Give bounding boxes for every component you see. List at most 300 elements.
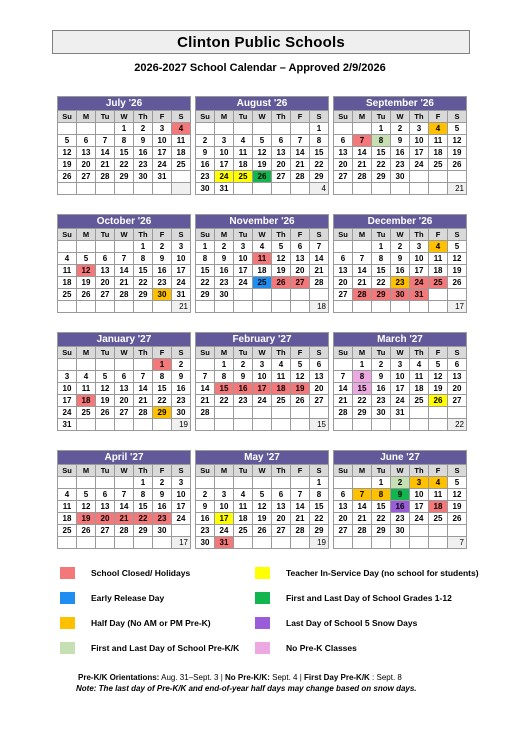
- empty-cell: [196, 359, 215, 371]
- day-cell: 19: [291, 383, 310, 395]
- day-cell: 19: [448, 147, 467, 159]
- empty-cell: [334, 183, 353, 195]
- day-cell: 24: [410, 277, 429, 289]
- empty-cell: [334, 477, 353, 489]
- weekday-header: S: [310, 111, 329, 123]
- day-cell: 25: [253, 277, 272, 289]
- day-cell: 13: [310, 371, 329, 383]
- day-cell: 17: [215, 513, 234, 525]
- empty-cell: [77, 419, 96, 431]
- day-cell: 8: [372, 253, 391, 265]
- weekday-header: M: [353, 229, 372, 241]
- empty-cell: [134, 359, 153, 371]
- month-days-grid: [334, 229, 467, 313]
- day-cell: 26: [448, 159, 467, 171]
- day-cell: 10: [410, 135, 429, 147]
- weekday-header: Th: [272, 111, 291, 123]
- empty-cell: [272, 537, 291, 549]
- day-cell: 15: [153, 383, 172, 395]
- day-cell: 12: [272, 253, 291, 265]
- day-cell: 1: [196, 241, 215, 253]
- weekday-header: Th: [272, 347, 291, 359]
- empty-cell: [215, 407, 234, 419]
- day-cell: 14: [291, 147, 310, 159]
- weekday-header: Su: [334, 229, 353, 241]
- school-days-total: 19: [310, 537, 329, 549]
- day-cell: 19: [253, 159, 272, 171]
- day-cell: 31: [172, 289, 191, 301]
- day-cell: 18: [77, 395, 96, 407]
- day-cell: 29: [372, 171, 391, 183]
- day-cell: 24: [215, 525, 234, 537]
- empty-cell: [334, 241, 353, 253]
- empty-cell: [253, 183, 272, 195]
- day-cell: 20: [272, 513, 291, 525]
- legend-label: First and Last Day of School Pre-K/K: [91, 643, 240, 653]
- legend-swatch: [255, 567, 270, 579]
- day-cell: 30: [372, 407, 391, 419]
- day-cell: 22: [372, 513, 391, 525]
- day-cell: 20: [291, 265, 310, 277]
- day-cell: 9: [215, 253, 234, 265]
- day-cell: 26: [253, 525, 272, 537]
- weekday-header: F: [291, 347, 310, 359]
- month-calendar: [333, 96, 467, 195]
- day-cell: 4: [172, 123, 191, 135]
- day-cell: 17: [58, 395, 77, 407]
- day-cell: 10: [215, 147, 234, 159]
- weekday-header: M: [77, 465, 96, 477]
- day-cell: 17: [253, 383, 272, 395]
- day-cell: 7: [115, 489, 134, 501]
- day-cell: 17: [391, 383, 410, 395]
- day-cell: 6: [77, 135, 96, 147]
- weekday-header: Th: [134, 465, 153, 477]
- day-cell: 30: [172, 407, 191, 419]
- day-cell: 18: [429, 501, 448, 513]
- empty-cell: [429, 537, 448, 549]
- empty-cell: [272, 301, 291, 313]
- month-days-grid: [58, 465, 191, 549]
- day-cell: 3: [410, 123, 429, 135]
- day-cell: 30: [196, 183, 215, 195]
- day-cell: 26: [58, 171, 77, 183]
- empty-cell: [291, 289, 310, 301]
- day-cell: 15: [372, 501, 391, 513]
- day-cell: 6: [96, 489, 115, 501]
- weekday-header: S: [448, 229, 467, 241]
- empty-cell: [253, 419, 272, 431]
- empty-cell: [310, 289, 329, 301]
- day-cell: 30: [134, 171, 153, 183]
- day-cell: 3: [172, 241, 191, 253]
- empty-cell: [215, 301, 234, 313]
- day-cell: 30: [196, 537, 215, 549]
- orientation-value: Aug. 31–Sept. 3 |: [159, 673, 226, 682]
- day-cell: 23: [153, 277, 172, 289]
- day-cell: 20: [96, 513, 115, 525]
- day-cell: 27: [310, 395, 329, 407]
- weekday-header: F: [153, 465, 172, 477]
- day-cell: 25: [234, 171, 253, 183]
- empty-cell: [96, 183, 115, 195]
- empty-cell: [334, 359, 353, 371]
- empty-cell: [410, 525, 429, 537]
- day-cell: 29: [134, 525, 153, 537]
- day-cell: 4: [58, 253, 77, 265]
- day-cell: 13: [334, 265, 353, 277]
- day-cell: 24: [253, 395, 272, 407]
- day-cell: 23: [196, 525, 215, 537]
- weekday-header: W: [391, 111, 410, 123]
- legend-swatch: [60, 617, 75, 629]
- day-cell: 15: [372, 265, 391, 277]
- month-calendar: [195, 214, 329, 313]
- day-cell: 8: [353, 371, 372, 383]
- day-cell: 10: [391, 371, 410, 383]
- month-name: January '27: [58, 333, 191, 347]
- day-cell: 16: [172, 383, 191, 395]
- day-cell: 27: [448, 395, 467, 407]
- day-cell: 11: [234, 147, 253, 159]
- empty-cell: [334, 301, 353, 313]
- empty-cell: [215, 477, 234, 489]
- school-days-total: 15: [310, 419, 329, 431]
- day-cell: 6: [310, 359, 329, 371]
- day-cell: 24: [391, 395, 410, 407]
- day-cell: 10: [410, 489, 429, 501]
- empty-cell: [291, 407, 310, 419]
- day-cell: 7: [334, 371, 353, 383]
- weekday-header: M: [353, 347, 372, 359]
- empty-cell: [234, 419, 253, 431]
- day-cell: 12: [291, 371, 310, 383]
- day-cell: 28: [353, 525, 372, 537]
- empty-cell: [272, 289, 291, 301]
- day-cell: 2: [234, 359, 253, 371]
- month-name: July '26: [58, 97, 191, 111]
- empty-cell: [291, 537, 310, 549]
- weekday-header: Tu: [372, 465, 391, 477]
- day-cell: 26: [429, 395, 448, 407]
- weekday-header: S: [172, 229, 191, 241]
- day-cell: 11: [272, 371, 291, 383]
- empty-cell: [448, 407, 467, 419]
- weekday-header: F: [291, 229, 310, 241]
- day-cell: 13: [272, 501, 291, 513]
- day-cell: 22: [215, 395, 234, 407]
- day-cell: 30: [153, 289, 172, 301]
- day-cell: 14: [353, 265, 372, 277]
- day-cell: 23: [372, 395, 391, 407]
- weekday-header: Tu: [234, 465, 253, 477]
- weekday-header: M: [353, 465, 372, 477]
- empty-cell: [410, 301, 429, 313]
- day-cell: 27: [115, 407, 134, 419]
- weekday-header: Tu: [96, 229, 115, 241]
- empty-cell: [77, 477, 96, 489]
- weekday-header: W: [253, 111, 272, 123]
- day-cell: 24: [172, 513, 191, 525]
- weekday-header: F: [153, 347, 172, 359]
- empty-cell: [410, 407, 429, 419]
- day-cell: 12: [253, 147, 272, 159]
- empty-cell: [153, 419, 172, 431]
- month-calendar: [333, 214, 467, 313]
- legend-swatch: [255, 617, 270, 629]
- day-cell: 27: [334, 525, 353, 537]
- empty-cell: [291, 183, 310, 195]
- day-cell: 21: [134, 395, 153, 407]
- day-cell: 28: [291, 171, 310, 183]
- weekday-header: F: [291, 465, 310, 477]
- empty-cell: [448, 525, 467, 537]
- day-cell: 13: [448, 371, 467, 383]
- empty-cell: [410, 419, 429, 431]
- school-days-total: 19: [172, 419, 191, 431]
- day-cell: 3: [234, 241, 253, 253]
- day-cell: 15: [115, 147, 134, 159]
- empty-cell: [391, 183, 410, 195]
- day-cell: 18: [410, 383, 429, 395]
- month-name: June '27: [334, 451, 467, 465]
- empty-cell: [291, 477, 310, 489]
- day-cell: 14: [291, 501, 310, 513]
- day-cell: 27: [77, 171, 96, 183]
- month-calendar: [57, 332, 191, 431]
- day-cell: 4: [253, 241, 272, 253]
- day-cell: 24: [215, 171, 234, 183]
- weekday-header: S: [310, 229, 329, 241]
- day-cell: 3: [58, 371, 77, 383]
- day-cell: 14: [115, 265, 134, 277]
- day-cell: 15: [310, 501, 329, 513]
- empty-cell: [448, 289, 467, 301]
- day-cell: 8: [215, 371, 234, 383]
- day-cell: 27: [272, 171, 291, 183]
- legend-item: [60, 642, 239, 654]
- day-cell: 20: [77, 159, 96, 171]
- day-cell: 29: [310, 525, 329, 537]
- day-cell: 14: [310, 253, 329, 265]
- school-days-total: [172, 183, 191, 195]
- empty-cell: [96, 419, 115, 431]
- day-cell: 8: [372, 489, 391, 501]
- legend-item: [60, 617, 211, 629]
- day-cell: 15: [134, 501, 153, 513]
- weekday-header: Th: [134, 347, 153, 359]
- empty-cell: [234, 477, 253, 489]
- day-cell: 28: [134, 407, 153, 419]
- day-cell: 21: [353, 277, 372, 289]
- day-cell: 14: [334, 383, 353, 395]
- day-cell: 21: [291, 159, 310, 171]
- weekday-header: S: [310, 347, 329, 359]
- day-cell: 23: [153, 513, 172, 525]
- month-days-grid: [196, 347, 329, 431]
- day-cell: 11: [429, 489, 448, 501]
- day-cell: 19: [253, 513, 272, 525]
- day-cell: 28: [353, 289, 372, 301]
- weekday-header: Su: [58, 111, 77, 123]
- empty-cell: [410, 183, 429, 195]
- day-cell: 23: [234, 395, 253, 407]
- empty-cell: [77, 183, 96, 195]
- weekday-header: Su: [196, 465, 215, 477]
- day-cell: 5: [448, 477, 467, 489]
- empty-cell: [58, 359, 77, 371]
- day-cell: 13: [291, 253, 310, 265]
- day-cell: 25: [429, 513, 448, 525]
- day-cell: 28: [310, 277, 329, 289]
- month-days-grid: [196, 111, 329, 195]
- day-cell: 16: [196, 513, 215, 525]
- empty-cell: [234, 123, 253, 135]
- day-cell: 12: [77, 265, 96, 277]
- day-cell: 11: [77, 383, 96, 395]
- day-cell: 23: [391, 277, 410, 289]
- first-day-value: : Sept. 8: [369, 673, 402, 682]
- day-cell: 5: [253, 135, 272, 147]
- empty-cell: [215, 123, 234, 135]
- weekday-header: S: [448, 347, 467, 359]
- weekday-header: S: [448, 465, 467, 477]
- empty-cell: [77, 537, 96, 549]
- weekday-header: Su: [58, 465, 77, 477]
- day-cell: 6: [272, 135, 291, 147]
- day-cell: 8: [310, 489, 329, 501]
- day-cell: 30: [391, 289, 410, 301]
- day-cell: 2: [196, 135, 215, 147]
- day-cell: 9: [391, 135, 410, 147]
- empty-cell: [96, 301, 115, 313]
- empty-cell: [234, 289, 253, 301]
- month-calendar: [57, 214, 191, 313]
- day-cell: 12: [58, 147, 77, 159]
- empty-cell: [253, 123, 272, 135]
- month-calendar: [195, 450, 329, 549]
- empty-cell: [410, 537, 429, 549]
- empty-cell: [272, 407, 291, 419]
- day-cell: 6: [334, 135, 353, 147]
- day-cell: 26: [291, 395, 310, 407]
- day-cell: 21: [353, 513, 372, 525]
- day-cell: 3: [172, 477, 191, 489]
- empty-cell: [291, 419, 310, 431]
- legend-label: Teacher In-Service Day (no school for students): [286, 568, 479, 578]
- day-cell: 31: [215, 537, 234, 549]
- day-cell: 19: [77, 277, 96, 289]
- day-cell: 28: [353, 171, 372, 183]
- weekday-header: M: [215, 347, 234, 359]
- day-cell: 7: [291, 489, 310, 501]
- day-cell: 25: [234, 525, 253, 537]
- prek-notes: [78, 673, 402, 682]
- day-cell: 22: [310, 159, 329, 171]
- legend-label: School Closed/ Holidays: [91, 568, 191, 578]
- empty-cell: [410, 171, 429, 183]
- day-cell: 9: [372, 371, 391, 383]
- empty-cell: [115, 477, 134, 489]
- empty-cell: [253, 289, 272, 301]
- weekday-header: F: [153, 229, 172, 241]
- day-cell: 25: [429, 277, 448, 289]
- empty-cell: [429, 171, 448, 183]
- day-cell: 23: [215, 277, 234, 289]
- day-cell: 30: [215, 289, 234, 301]
- weekday-header: W: [391, 229, 410, 241]
- weekday-header: W: [253, 465, 272, 477]
- day-cell: 27: [334, 171, 353, 183]
- empty-cell: [115, 241, 134, 253]
- day-cell: 25: [272, 395, 291, 407]
- legend-label: Early Release Day: [91, 593, 165, 603]
- legend-swatch: [255, 592, 270, 604]
- day-cell: 11: [429, 135, 448, 147]
- day-cell: 1: [372, 477, 391, 489]
- day-cell: 11: [58, 265, 77, 277]
- weekday-header: M: [353, 111, 372, 123]
- day-cell: 7: [353, 489, 372, 501]
- weekday-header: Th: [410, 347, 429, 359]
- weekday-header: Tu: [372, 111, 391, 123]
- empty-cell: [196, 123, 215, 135]
- legend-label: No Pre-K Classes: [286, 643, 357, 653]
- weekday-header: Su: [334, 465, 353, 477]
- day-cell: 27: [334, 289, 353, 301]
- day-cell: 16: [391, 147, 410, 159]
- day-cell: 2: [391, 123, 410, 135]
- day-cell: 21: [334, 395, 353, 407]
- weekday-header: F: [429, 229, 448, 241]
- day-cell: 18: [429, 265, 448, 277]
- day-cell: 25: [58, 525, 77, 537]
- empty-cell: [372, 537, 391, 549]
- empty-cell: [115, 359, 134, 371]
- empty-cell: [58, 537, 77, 549]
- day-cell: 14: [134, 383, 153, 395]
- school-days-total: 17: [448, 301, 467, 313]
- empty-cell: [334, 537, 353, 549]
- school-days-total: 4: [310, 183, 329, 195]
- day-cell: 20: [96, 277, 115, 289]
- day-cell: 3: [215, 489, 234, 501]
- empty-cell: [272, 477, 291, 489]
- empty-cell: [429, 301, 448, 313]
- empty-cell: [96, 537, 115, 549]
- empty-cell: [196, 301, 215, 313]
- empty-cell: [429, 289, 448, 301]
- day-cell: 6: [291, 241, 310, 253]
- day-cell: 9: [196, 147, 215, 159]
- empty-cell: [372, 419, 391, 431]
- day-cell: 22: [153, 395, 172, 407]
- weekday-header: W: [253, 347, 272, 359]
- weekday-header: F: [429, 347, 448, 359]
- day-cell: 13: [77, 147, 96, 159]
- month-calendar: [57, 450, 191, 549]
- day-cell: 13: [334, 501, 353, 513]
- day-cell: 27: [291, 277, 310, 289]
- day-cell: 29: [310, 171, 329, 183]
- day-cell: 26: [253, 171, 272, 183]
- day-cell: 30: [391, 171, 410, 183]
- empty-cell: [353, 477, 372, 489]
- day-cell: 25: [58, 289, 77, 301]
- weekday-header: W: [115, 229, 134, 241]
- day-cell: 11: [429, 253, 448, 265]
- day-cell: 2: [153, 477, 172, 489]
